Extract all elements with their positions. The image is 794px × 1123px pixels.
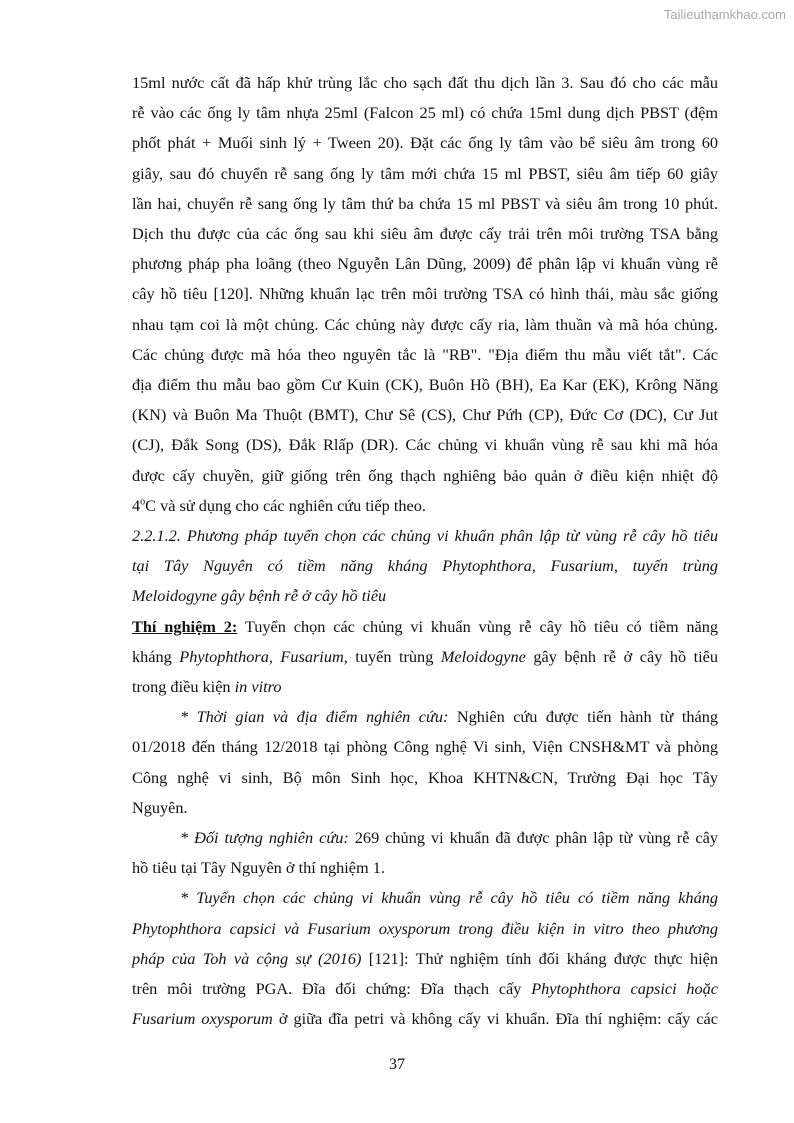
text-line: (KN) và Buôn Ma Thuột (BMT), Chư Sê (CS), Chư Pứh (CP), Đức Cơ (DC), Cư Jut bbox=[132, 405, 718, 425]
paragraph-isolation-method bbox=[132, 68, 718, 521]
body-text bbox=[132, 68, 718, 1035]
text-line: lần hai, chuyển rễ sang ống ly tâm thứ ba chứa 15 ml PBST và siêu âm trong 10 phút. bbox=[132, 193, 718, 213]
text-line: kháng Phytophthora, Fusarium, tuyến trùng Meloidogyne gây bệnh rễ ở cây hồ tiêu bbox=[132, 646, 719, 666]
text-line: pháp của Toh và cộng sự (2016) [121]: Thử nghiệm tính đối kháng được thực hiện bbox=[132, 948, 718, 968]
text-line: Thí nghiệm 2: Tuyển chọn các chủng vi khuẩn vùng rễ cây hồ tiêu có tiềm năng bbox=[132, 616, 718, 636]
text-line: 01/2018 đến tháng 12/2018 tại phòng Công nghệ Vi sinh, Viện CNSH&MT và phòng bbox=[132, 737, 718, 757]
text-line: * Tuyển chọn các chủng vi khuẩn vùng rễ cây hồ tiêu có tiềm năng kháng bbox=[180, 888, 718, 908]
heading-line: 2.2.1.2. Phương pháp tuyển chọn các chủng vi khuẩn phân lập từ vùng rễ cây hồ tiêu bbox=[132, 526, 718, 546]
text-line: cây hồ tiêu [120]. Những khuẩn lạc trên môi trường TSA có hình thái, màu sắc giống bbox=[132, 284, 718, 304]
time-and-location bbox=[132, 702, 718, 823]
text-line: * Đối tượng nghiên cứu: 269 chủng vi khuẩn đã được phân lập từ vùng rễ cây bbox=[180, 828, 718, 848]
text-line: Phytophthora capsici và Fusarium oxysporum trong điều kiện in vitro theo phương bbox=[132, 918, 718, 938]
text-line: địa điểm thu mẫu bao gồm Cư Kuin (CK), Buôn Hồ (BH), Ea Kar (EK), Krông Năng bbox=[132, 375, 718, 395]
text-line: Fusarium oxysporum ở giữa đĩa petri và không cấy vi khuẩn. Đĩa thí nghiệm: cấy các bbox=[132, 1009, 718, 1029]
text-line: được cấy chuyền, giữ giống trên ống thạch nghiêng bảo quản ở điều kiện nhiệt độ bbox=[132, 465, 718, 485]
text-line: * Thời gian và địa điểm nghiên cứu: Nghiên cứu được tiến hành từ tháng bbox=[180, 707, 718, 727]
page-number: 37 bbox=[389, 1056, 405, 1073]
text-line: trên môi trường PGA. Đĩa đối chứng: Đĩa thạch cấy Phytophthora capsici hoặc bbox=[132, 979, 719, 999]
research-subject bbox=[132, 823, 718, 883]
section-heading-2-2-1-2 bbox=[132, 521, 718, 612]
heading-line: Meloidogyne gây bệnh rễ ở cây hồ tiêu bbox=[132, 586, 387, 606]
text-line: (CJ), Đắk Song (DS), Đắk Rlấp (DR). Các chủng vi khuẩn vùng rễ sau khi mã hóa bbox=[132, 435, 718, 455]
text-line: nhau tạm coi là một chủng. Các chủng này được cấy ria, làm thuần và mã hóa chủng. bbox=[132, 314, 718, 334]
text-line: trong điều kiện in vitro bbox=[132, 677, 282, 697]
watermark: Tailieuthamkhao.com bbox=[663, 7, 786, 22]
text-line: 15ml nước cất đã hấp khử trùng lắc cho sạch đất thu dịch lần 3. Sau đó cho các mẫu bbox=[132, 73, 718, 92]
text-line: Công nghệ vi sinh, Bộ môn Sinh học, Khoa KHTN&CN, Trường Đại học Tây bbox=[132, 767, 718, 787]
screening-method bbox=[132, 883, 718, 1034]
heading-line: tại Tây Nguyên có tiềm năng kháng Phytophthora, Fusarium, tuyến trùng bbox=[132, 556, 718, 576]
experiment-label: Thí nghiệm 2: bbox=[132, 616, 238, 636]
text-line: hồ tiêu tại Tây Nguyên ở thí nghiệm 1. bbox=[132, 858, 385, 878]
text-line: phương pháp pha loãng (theo Nguyễn Lân Dũng, 2009) để phân lập vi khuẩn vùng rễ bbox=[132, 254, 718, 274]
text-line: Dịch thu được của các ống sau khi siêu âm được cấy trải trên môi trường TSA bằng bbox=[132, 224, 718, 244]
experiment-2 bbox=[132, 612, 718, 703]
text-line: giây, sau đó chuyển rễ sang ống ly tâm mới chứa 15 ml PBST, siêu âm tiếp 60 giây bbox=[132, 163, 718, 183]
text-line: rễ vào các ống ly tâm nhựa 25ml (Falcon 25 ml) có chứa 15ml dung dịch PBST (đệm bbox=[132, 103, 718, 123]
text-line: 4$^o$C và sử dụng cho các nghiên cứu tiếp theo. bbox=[132, 495, 426, 515]
text-line: Nguyên. bbox=[132, 797, 188, 817]
text-line: Các chủng được mã hóa theo nguyên tắc là "RB". "Địa điểm thu mẫu viết tắt". Các bbox=[132, 344, 718, 364]
text-line: phốt phát + Muối sinh lý + Tween 20). Đặt các ống ly tâm vào bể siêu âm trong 60 bbox=[132, 133, 718, 153]
